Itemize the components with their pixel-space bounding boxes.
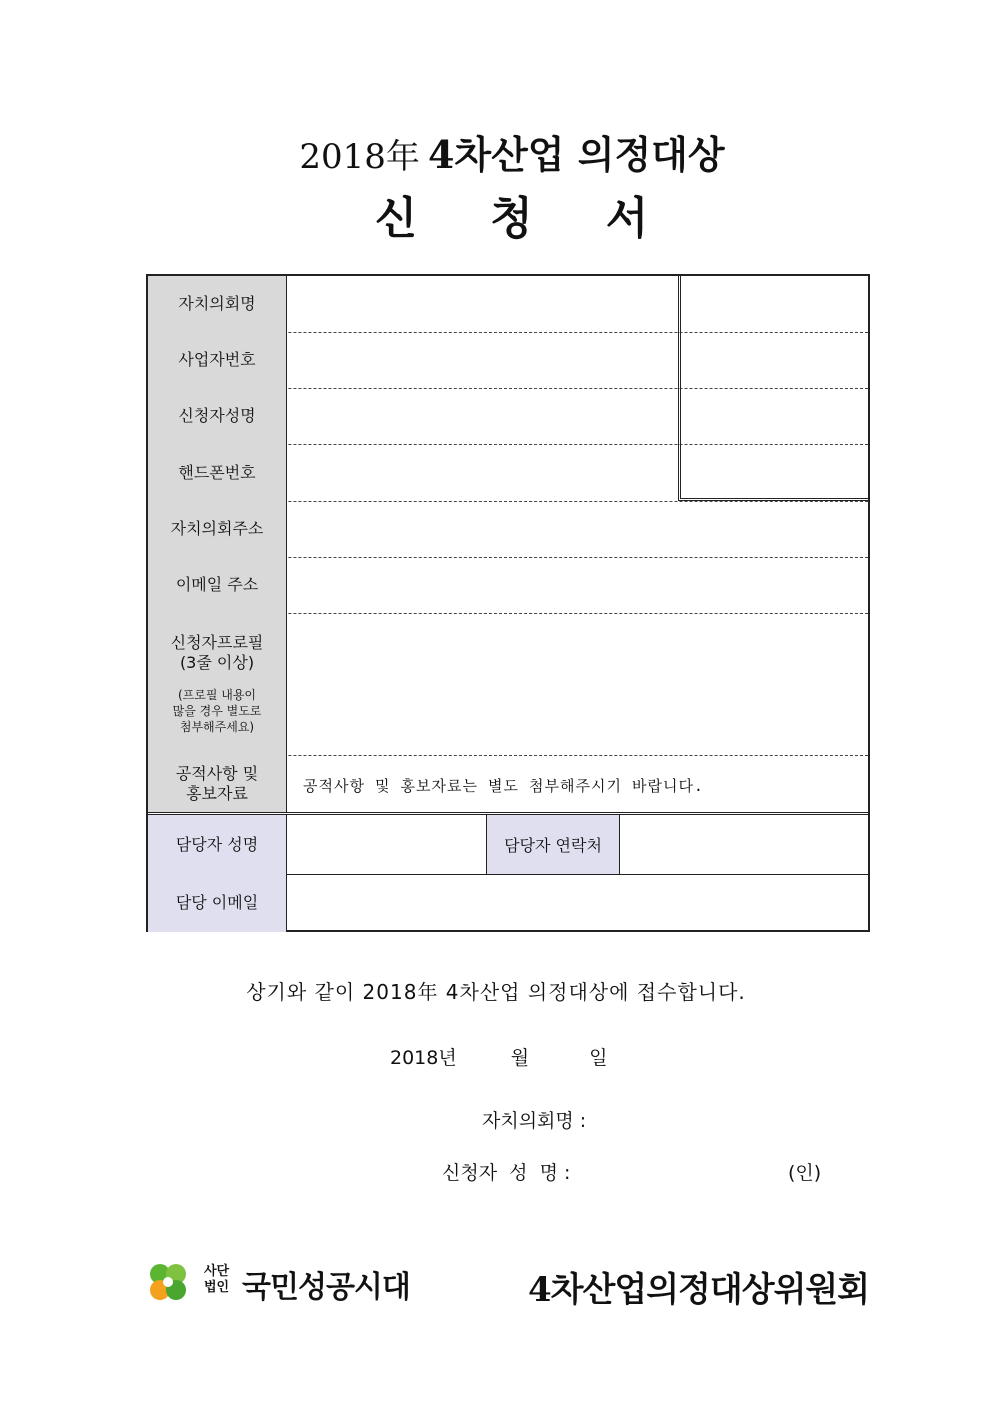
applicant-name-field[interactable] [287, 388, 678, 444]
business-number-field[interactable] [287, 332, 678, 388]
profile-label-line2: (3줄 이상) [179, 653, 255, 672]
profile-field[interactable] [287, 613, 868, 755]
org-prefix: 사단 법인 [204, 1264, 230, 1295]
date-year: 2018년 [390, 1047, 457, 1069]
label-phone: 핸드폰번호 [148, 444, 287, 501]
form-row-email [148, 557, 868, 614]
seal-mark: (인) [788, 1162, 822, 1184]
achievements-field[interactable] [287, 755, 868, 812]
title-year: 2018年 [299, 137, 420, 177]
form-row-achievements [148, 755, 868, 815]
committee-name: 4차산업의정대상위원회 [528, 1270, 870, 1310]
date-month: 월 [510, 1047, 530, 1069]
label-business-number: 사업자번호 [148, 332, 287, 388]
profile-note: (프로필 내용이 많을 경우 별도로 첨부해주세요) [172, 688, 262, 734]
application-form [146, 274, 870, 932]
label-council-address: 자치의회주소 [148, 501, 287, 557]
date-line [390, 1043, 608, 1070]
form-row-council-address [148, 501, 868, 558]
label-contact-phone: 담당자 연락처 [486, 815, 620, 874]
subtitle-char: 청 [490, 193, 534, 244]
contact-name-field[interactable] [287, 815, 486, 874]
document-title [0, 124, 992, 179]
achievements-note: 공적사항 및 홍보자료는 별도 첨부해주시기 바랍니다. [303, 777, 704, 795]
label-achievements: 공적사항 및 홍보자료 [148, 755, 287, 812]
clover-icon [146, 1260, 190, 1304]
council-name-field[interactable] [287, 276, 678, 332]
label-applicant-name: 신청자성명 [148, 388, 287, 444]
title-main: 4차산업 의정대상 [427, 132, 725, 177]
contact-email-field[interactable] [287, 874, 868, 932]
statement-text: 상기와 같이 2018年 4차산업 의정대상에 접수합니다. [246, 980, 746, 1004]
profile-label-line1: 신청자프로필 [170, 633, 264, 652]
council-address-field[interactable] [287, 501, 868, 557]
email-field[interactable] [287, 557, 868, 613]
date-day: 일 [589, 1047, 608, 1069]
form-row-contact-email [148, 874, 868, 932]
org-logo [146, 1258, 446, 1308]
subtitle-char: 서 [605, 193, 650, 244]
label-profile [148, 613, 287, 755]
org-name: 국민성공시대 [242, 1270, 410, 1305]
contact-phone-field[interactable] [619, 815, 868, 874]
document-subtitle [0, 182, 992, 246]
applicant-signature-line [442, 1158, 842, 1185]
form-row-contact [148, 815, 868, 875]
photo-box[interactable] [678, 276, 868, 501]
label-contact-name: 담당자 성명 [148, 815, 287, 874]
form-row-profile [148, 613, 868, 756]
label-email: 이메일 주소 [148, 557, 287, 613]
label-contact-email: 담당 이메일 [148, 874, 287, 932]
phone-field[interactable] [287, 444, 678, 501]
label-council-name: 자치의회명 [148, 276, 287, 332]
council-signature-label: 자치의회명 : [482, 1110, 587, 1132]
subtitle-char: 신 [374, 193, 419, 244]
applicant-signature-label: 신청자 성 명 : [442, 1162, 571, 1184]
